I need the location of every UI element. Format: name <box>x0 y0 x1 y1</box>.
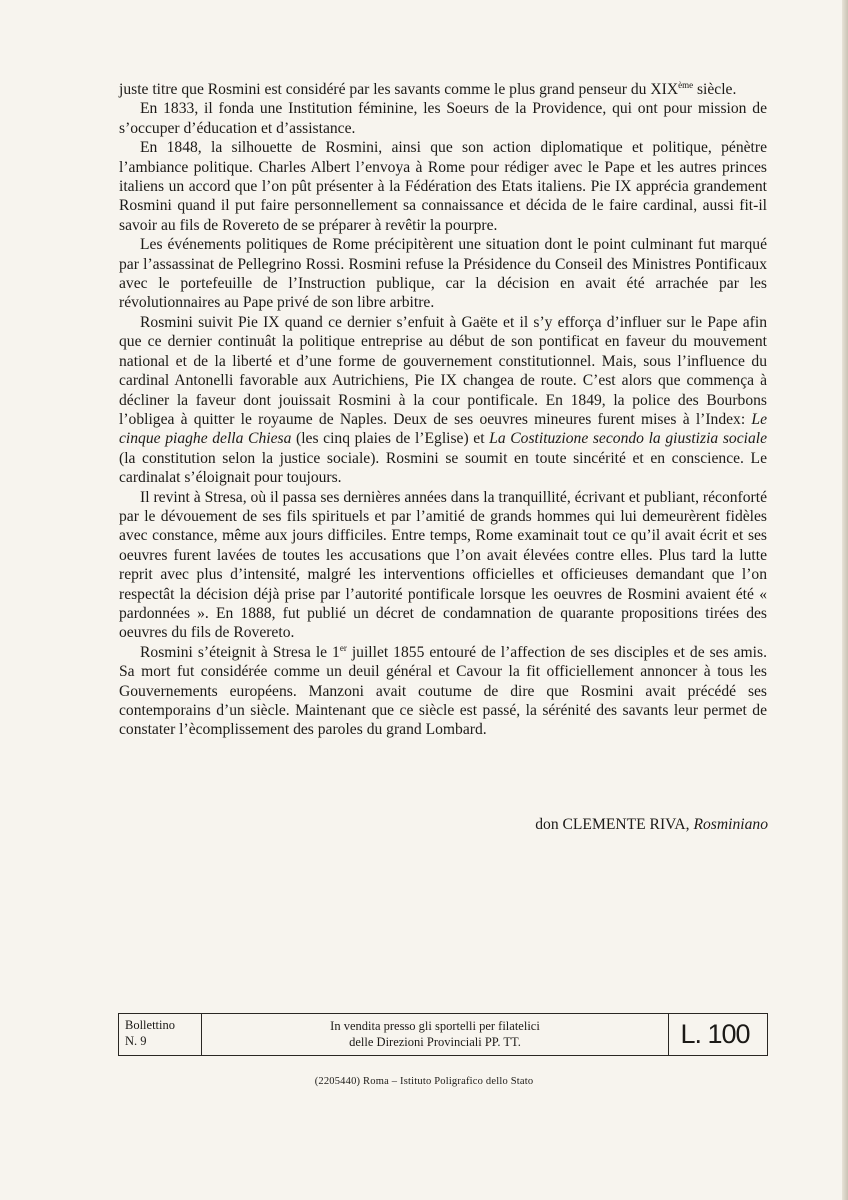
printer-imprint: (2205440) Roma – Istituto Poligrafico dello Stato <box>314 1076 534 1087</box>
bulletin-info <box>119 1014 202 1055</box>
page-edge <box>842 0 848 1200</box>
footer-box <box>118 1013 768 1056</box>
text-run: (la constitution selon la justice sociale). Rosmini se soumit en toute sincérité et en conscience. Le cardinalat s’éloignait pour toujours. <box>119 449 767 487</box>
superscript: er <box>339 642 347 653</box>
paragraph <box>119 235 767 313</box>
superscript: ème <box>678 80 694 90</box>
text-run: siècle. <box>693 81 737 98</box>
paragraph <box>119 643 767 740</box>
paragraph <box>119 99 767 138</box>
price-label: L. 100 <box>668 1014 761 1055</box>
text-run: Rosmini suivit Pie IX quand ce dernier s’enfuit à Gaëte et il s’y efforça d’influer sur le Pape afin que ce dernier continuât la politique entreprise au début de son pontificat en faveur du mouvement national et de la liberté et d’une forme de gouvernement constitutionnel. Mais, sous l’influence du cardinal Antonelli favorable aux Autrichiens, Pie IX changea de route. C’est alors que commença à décliner la faveur dont jouissait Rosmini à la cour pontificale. En 1849, la police des Bourbons l’obligea à quitter le royaume de Naples. Deux de ses oeuvres mineures furent mises à l’Index: <box>119 313 767 428</box>
article-body <box>119 80 767 740</box>
text-run: (les cinq plaies de l’Eglise) et <box>291 430 490 448</box>
paragraph <box>119 80 767 99</box>
text-run: Rosmini s’éteignit à Stresa le 1 <box>140 643 340 661</box>
text-run: Les événements politiques de Rome précipitèrent une situation dont le point culminant fut marqué par l’assassinat de Pellegrino Rossi. Rosmini refuse la Présidence du Conseil des Ministres Pontificaux avec le portefeuille de l’Instruction publique, car la décision en avait été arrachée par les révolutionnaires au Pape privé de son libre arbitre. <box>119 236 767 312</box>
italic-title: La Costituzione secondo la giustizia sociale <box>489 430 767 448</box>
bulletin-label: Bollettino <box>125 1018 175 1032</box>
italic-title: Le cinque piaghe della Chiesa <box>119 410 767 448</box>
paragraph <box>119 313 767 488</box>
bulletin-number: N. 9 <box>125 1034 147 1048</box>
signature-role: Rosminiano <box>693 816 768 833</box>
text-run: Il revint à Stresa, où il passa ses dernières années dans la tranquillité, écrivant et publiant, réconforté par le dévouement de ses fils spirituels et par l’amitié de grands hommes qui lui demeurèrent fidèles avec constance, même aux jours difficiles. Entre temps, Rome examinait tout ce qu’il avait écrit et ses oeuvres furent lavées de toutes les accusations que l’on avait élevées contre elles. Plus tard la lutte reprit avec plus d’intensité, malgré les interventions officielles et officieuses demandant que l’on respectât la décision déjà prise par l’autorité pontificale lorsque les oeuvres de Rosmini avaient été « pardonnées ». En 1888, fut publié un décret de condamnation de quarante propositions tirées des oeuvres du fils de Rovereto. <box>119 488 767 642</box>
text-run: juste titre que Rosmini est considéré par les savants comme le plus grand penseur du XIX <box>119 81 679 98</box>
sale-line-1: In vendita presso gli sportelli per filatelici <box>330 1019 540 1033</box>
paragraph <box>119 138 767 235</box>
paragraph <box>119 488 767 643</box>
text-run: juillet 1855 entouré de l’affection de ses disciples et de ses amis. Sa mort fut considérée comme un deuil général et Cavour la fit officiellement annoncer à tous les Gouvernements européens. Manzoni avait coutume de dire que Rosmini avait précédé ses contemporains d’un siècle. Maintenant que ce siècle est passé, la sérénité des savants leur permet de constater l’ècomplissement des paroles du grand Lombard. <box>119 643 767 739</box>
sale-line-2: delle Direzioni Provinciali PP. TT. <box>349 1035 521 1049</box>
text-run: En 1833, il fonda une Institution féminine, les Soeurs de la Providence, qui ont pour mission de s’occuper d’éducation et d’assistance. <box>119 100 767 137</box>
signature-name: don CLEMENTE RIVA, <box>535 816 690 833</box>
text-run: En 1848, la silhouette de Rosmini, ainsi que son action diplomatique et politique, pénètre l’ambiance politique. Charles Albert l’envoya à Rome pour rédiger avec le Pape et les autres princes italiens un accord que l’on pût présenter à la Fédération des Etats italiens. Pie IX apprécia grandement Rosmini quand il put faire personnellement sa connaissance et décida de le faire cardinal, aussi fit-il savoir au fils de Rovereto de se préparer à revêtir la pourpre. <box>119 139 767 234</box>
signature <box>480 816 768 834</box>
sale-info <box>202 1014 668 1055</box>
